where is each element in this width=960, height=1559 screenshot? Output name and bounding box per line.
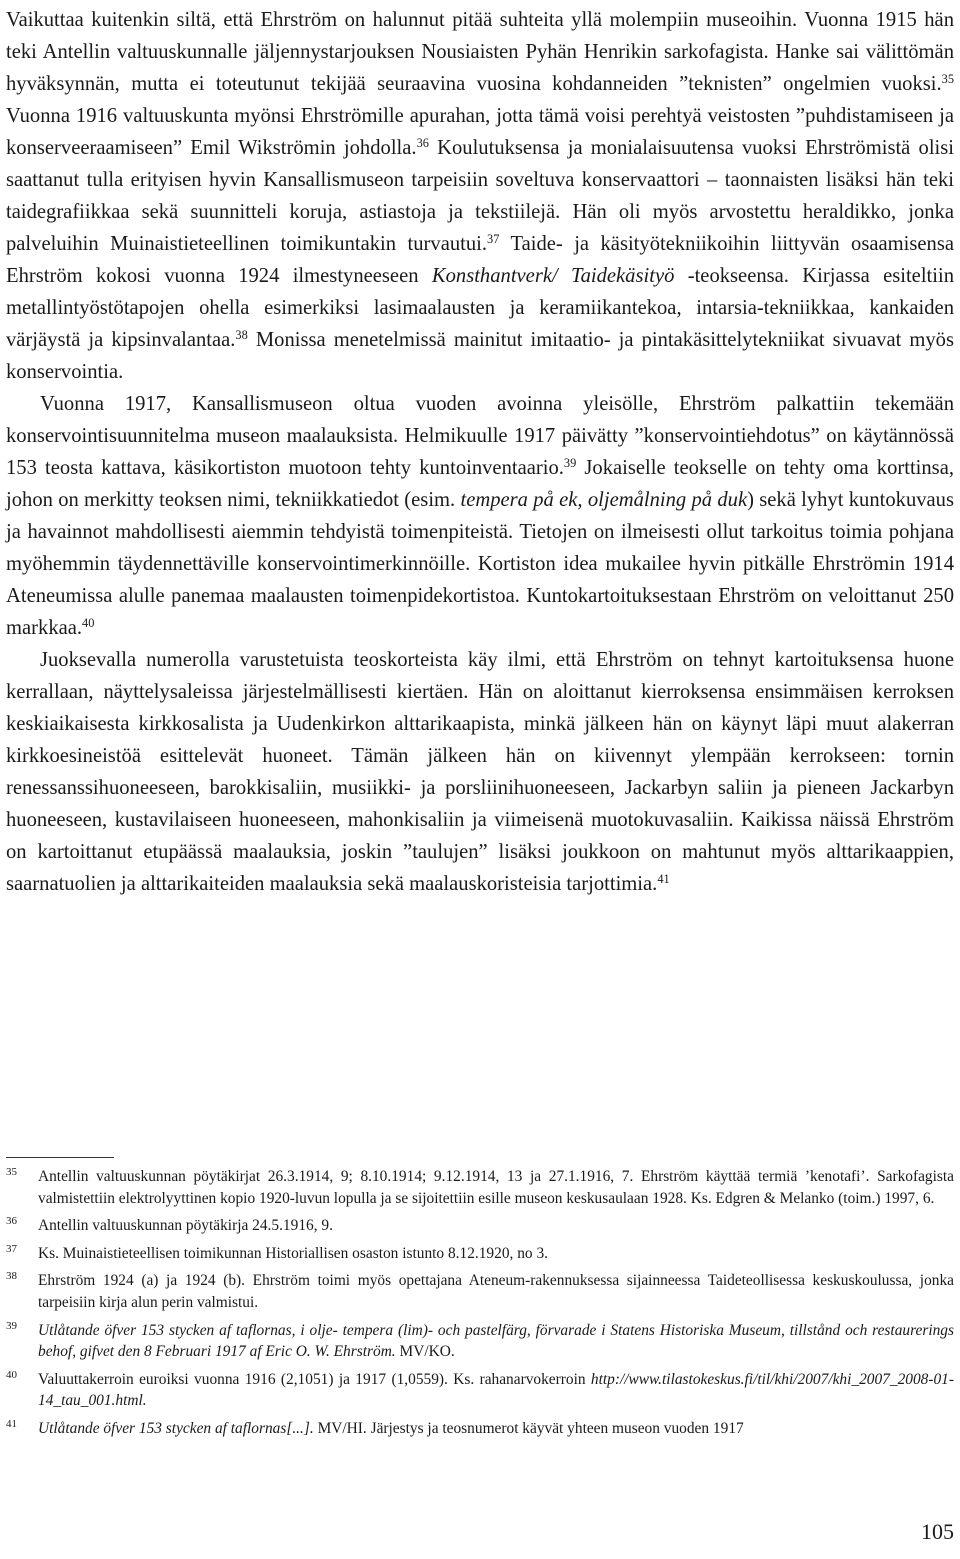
paragraph	[6, 644, 954, 900]
text-run: Vaikuttaa kuitenkin siltä, että Ehrström on halunnut pitää suhteita yllä molempiin museoihin. Vuonna 1915 hän teki Antellin valtuuskunnalle jäljennystarjouksen Nousiaisten Pyhän Henrikin sarkofagista. Hanke sai välittömän hyväksynnän, mutta ei toteutunut tekijää seuraavina vuosina kohdanneiden ”teknisten” ongelmien vuoksi.	[6, 9, 954, 95]
page-number: 105	[921, 1519, 954, 1544]
text-run: Ehrström 1924 (a) ja 1924 (b). Ehrström toimi myös opettajana Ateneum-rakennuksessa sijainneessa Taideteollisessa keskuskoulussa, jonka tarpeisiin kirja alun perin valmistui.	[38, 1272, 954, 1311]
paragraph	[6, 4, 954, 388]
text-run: Antellin valtuuskunnan pöytäkirjat 26.3.1914, 9; 8.10.1914; 9.12.1914, 13 ja 27.1.1916, 7. Ehrström käyttää termiä ’kenotafi’. Sarkofagista valmistettiin elektrolyyttinen kopio 1920-luvun lopulla ja se sijoitettiin esille museon keskusaulaan 1928. Ks. Edgren & Melanko (toim.) 1997, 6.	[38, 1168, 954, 1207]
italic-text: Utlåtande öfver 153 stycken af taflornas, i olje- tempera (lim)- och pastelfärg, förvarade i Statens Historiska Museum, tillstånd och restaurerings behof, gifvet den 8 Februari 1917 af Eric O. W. Ehrström.	[38, 1321, 954, 1361]
footnote	[6, 1215, 954, 1237]
text-run: -teokseensa. Kirjassa esiteltiin metallintyöstötapojen ohella esimerkiksi lasimaalausten ja keramiikantekoa, intarsia-tekniikkaa, kankaiden värjäystä ja kipsinvalantaa.	[6, 265, 955, 351]
footnote-reference: 37	[487, 232, 500, 247]
footnote-number: 41	[6, 1417, 17, 1430]
footnote-reference: 41	[657, 872, 670, 887]
italic-text: tempera på ek, oljemålning på duk	[460, 489, 748, 511]
text-run: MV/KO.	[395, 1343, 455, 1361]
footnote	[6, 1418, 954, 1440]
footnote-number: 35	[6, 1166, 17, 1178]
footnote-reference: 35	[941, 72, 954, 87]
text-run: Juoksevalla numerolla varustetuista teoskorteista käy ilmi, että Ehrström on tehnyt kartoituksensa huone kerrallaan, näyttelysaleissa järjestelmällisesti kiertäen. Hän on aloittanut kierroksensa ensimmäisen kerroksen keskiaikaisesta kirkkosalista ja Uudenkirkon alttarikaapista, minkä jälkeen hän on käynyt läpi muut alakerran kirkkoesineistöä esittelevät huoneet. Tämän jälkeen hän on kiivennyt ylempään kerrokseen: tornin renessanssihuoneeseen, barokkisaliin, musiikki- ja porsliinihuoneeseen, Jackarbyn saliin ja pieneen Jackarbyn huoneeseen, kustavilaiseen huoneeseen, mahonkisaliin ja viimeisenä muotokuvasaliin. Kaikissa näissä Ehrström on kartoittanut etupäässä maalauksia, joskin ”taulujen” lisäksi joukkoon on mahtunut myös alttarikaappien, saarnatuolien ja alttarikaiteiden maalauksia sekä maalauskoristeisia tarjottimia.	[6, 649, 954, 895]
footnote	[6, 1369, 954, 1412]
footnote-number: 38	[6, 1270, 17, 1283]
page	[6, 0, 954, 900]
text-run: Monissa menetelmissä mainitut imitaatio- ja pintakäsittelytekniikat sivuavat myös konservointia.	[6, 329, 954, 383]
footnote	[6, 1243, 954, 1265]
footnote	[6, 1270, 954, 1313]
text-run: Antellin valtuuskunnan pöytäkirja 24.5.1916, 9.	[38, 1217, 333, 1235]
italic-text: Utlåtande öfver 153 stycken af taflornas[...].	[38, 1419, 314, 1437]
text-run: Jokaiselle teokselle on tehty oma korttinsa, johon on merkitty teoksen nimi, tekniikkatiedot (esim.	[6, 457, 954, 511]
footnote-number: 37	[6, 1242, 17, 1255]
footnote-number: 40	[6, 1368, 17, 1381]
text-run: Valuuttakerroin euroiksi vuonna 1916 (2,1051) ja 1917 (1,0559). Ks. rahanarvokerroin	[38, 1370, 591, 1388]
text-run: Ks. Muinaistieteellisen toimikunnan Historiallisen osaston istunto 8.12.1920, no 3.	[38, 1244, 548, 1262]
text-run: Vuonna 1917, Kansallismuseon oltua vuoden avoinna yleisölle, Ehrström palkattiin tekemään konservointisuunnitelma museon maalauksista. Helmikuulle 1917 päivätty ”konservointiehdotus” on käytännössä 153 teosta kattava, käsikortiston muotoon tehty kuntoinventaario.	[6, 393, 954, 479]
text-run: Vuonna 1916 valtuuskunta myönsi Ehrströmille apurahan, jotta tämä voisi perehtyä veistosten ”puhdistamiseen ja konserveeraamiseen” Emil Wikströmin johdolla.	[6, 105, 954, 159]
footnote-separator	[6, 1157, 114, 1158]
text-run: MV/HI. Järjestys ja teosnumerot käyvät yhteen museon vuoden 1917	[313, 1419, 744, 1437]
footnote-number: 39	[6, 1319, 17, 1332]
body-text	[6, 4, 954, 900]
footnote-reference: 39	[563, 456, 577, 471]
paragraph	[6, 388, 954, 644]
footnote	[6, 1166, 954, 1209]
footnote-reference: 38	[235, 328, 248, 343]
footnotes	[6, 1166, 954, 1446]
italic-text: Konsthantverk/ Taidekäsityö	[431, 265, 675, 287]
text-run: Taide- ja käsityötekniikoihin liittyvän osaamisensa Ehrström kokosi vuonna 1924 ilmestyneeseen	[6, 233, 954, 287]
text-run: Koulutuksensa ja monialaisuutensa vuoksi Ehrströmistä olisi saattanut tulla erityisen hyvin Kansallismuseon tarpeisiin soveltuva konservaattori – taonnaisten lisäksi hän teki taidegrafiikkaa sekä suunnitteli koruja, astiastoja ja tekstiilejä. Hän oli myös arvostettu heraldikko, jonka palveluihin Muinaistieteellinen toimikuntakin turvautui.	[6, 137, 954, 255]
footnote-reference: 36	[416, 136, 429, 151]
text-run: ) sekä lyhyt kuntokuvaus ja havainnot mahdollisesti aiemmin tehdyistä toimenpiteistä. Tietojen on ilmeisesti ollut tarkoitus toimia pohjana myöhemmin täydennettäville konservointimerkinnöille. Kortiston idea mukailee hyvin pitkälle Ehrströmin 1914 Ateneumissa alulle panemaa maalausten toimenpidekortistoa. Kuntokartoituksestaan Ehrström on veloittanut 250 markkaa.	[6, 489, 954, 639]
footnote	[6, 1320, 954, 1363]
italic-text: http://www.tilastokeskus.fi/til/khi/2007/khi_2007_2008-01-14_tau_001.html.	[38, 1370, 954, 1410]
footnote-reference: 40	[82, 616, 95, 631]
footnote-number: 36	[6, 1215, 17, 1228]
